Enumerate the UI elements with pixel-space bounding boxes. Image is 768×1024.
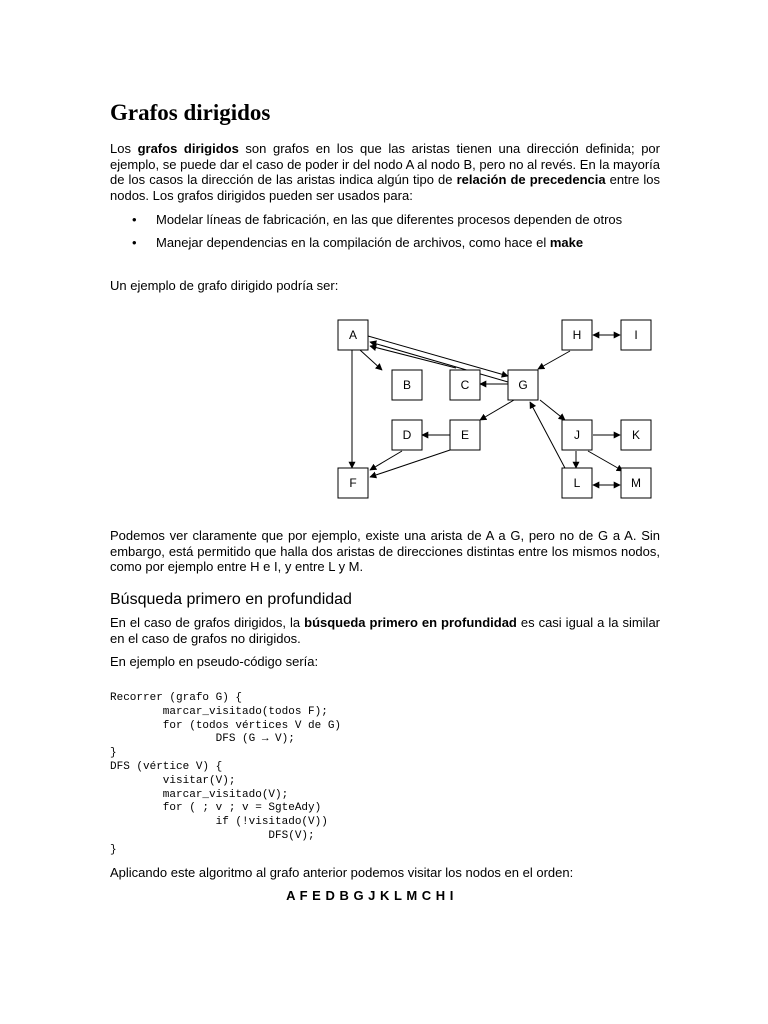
bullet-icon: • (132, 212, 137, 227)
svg-text:A: A (348, 328, 358, 342)
graph-node-a (338, 320, 368, 350)
svg-text:B: B (402, 378, 412, 392)
svg-text:G: G (518, 378, 528, 392)
graph-node-k (621, 420, 651, 450)
intro-text-3: entre los nodos. Los grafos dirigidos pueden ser usados para: (110, 172, 660, 203)
edge-g-a (370, 342, 508, 382)
list-item-text: Manejar dependencias en la compilación de archivos, como hace el (156, 234, 550, 250)
graph-lead: Un ejemplo de grafo dirigido podría ser: (110, 278, 339, 293)
graph-node-e (450, 420, 480, 450)
svg-text:F: F (349, 476, 357, 490)
dfs-intro-text-2: es casi igual a la similar en el caso de grafos no dirigidos. (110, 615, 661, 646)
graph-node-l (562, 468, 592, 498)
svg-text:I: I (634, 328, 638, 342)
svg-text:K: K (631, 428, 641, 442)
graph-node-j (562, 420, 592, 450)
section-subtitle: Búsqueda primero en profundidad (110, 591, 352, 608)
pseudocode-lead: En ejemplo en pseudo-código sería: (110, 654, 319, 669)
list-item (110, 235, 660, 251)
edge-g-j (540, 400, 565, 420)
intro-text-2: son grafos en los que las aristas tienen una dirección definida; por ejemplo, se puede dar el caso de poder ir del nodo A al nodo B, pero no al revés. En la mayoría de los casos la dirección de las aristas indica algún tipo de (110, 141, 660, 187)
graph-node-b (392, 370, 422, 400)
visit-order: A F E D B G J K L M C H I (286, 888, 454, 903)
svg-text:M: M (631, 476, 641, 490)
edge-a-b (360, 350, 382, 370)
intro-text-1: Los (110, 141, 138, 156)
svg-text:L: L (573, 476, 581, 490)
edge-a-g (368, 336, 508, 376)
uses-list (110, 212, 660, 257)
list-item-bold: make (549, 234, 584, 250)
intro-bold-2: relación de precedencia (456, 172, 606, 187)
graph-node-c (450, 370, 480, 400)
intro-paragraph (110, 141, 660, 203)
dfs-intro-bold: búsqueda primero en profundidad (304, 615, 517, 630)
list-item (110, 212, 660, 228)
pseudocode-block: Recorrer (grafo G) { marcar_visitado(todos F); for (todos vértices V de G) DFS (G → V); } DFS (vértice V) { visitar(V); marcar_visitado(V); for ( ; v ; v = SgteAdy) if (!visitado(V)) DFS(V); } (110, 692, 342, 856)
edge-g-e (480, 400, 514, 420)
dfs-intro-text-1: En el caso de grafos dirigidos, la (110, 615, 305, 630)
graph-node-d (392, 420, 422, 450)
apply-paragraph: Aplicando este algoritmo al grafo anterior podemos visitar los nodos en el orden: (110, 865, 574, 880)
graph-node-h (562, 320, 592, 350)
directed-graph-diagram (330, 318, 660, 500)
graph-node-f (338, 468, 368, 498)
edge-l-g (530, 402, 566, 470)
bullet-icon: • (132, 234, 137, 250)
svg-text:J: J (574, 428, 580, 442)
list-item-text: Modelar líneas de fabricación, en las que diferentes procesos dependen de otros (156, 212, 623, 227)
graph-explanation: Podemos ver claramente que por ejemplo, existe una arista de A a G, pero no de G a A. Sin embargo, está permitido que halla dos aristas de direcciones distintas entre los mismos nodos, como por ejemplo entre H e I, y entre L y M. (110, 528, 660, 574)
edge-d-f (370, 451, 402, 470)
svg-text:H: H (572, 328, 582, 342)
edge-h-g (538, 351, 570, 369)
svg-text:D: D (402, 428, 412, 442)
graph-node-i (621, 320, 651, 350)
svg-text:C: C (460, 378, 470, 392)
edge-j-m (588, 451, 623, 471)
dfs-intro-paragraph (110, 615, 660, 646)
page-title: Grafos dirigidos (110, 100, 271, 125)
graph-node-g (508, 370, 538, 400)
graph-node-m (621, 468, 651, 498)
intro-bold-1: grafos dirigidos (137, 141, 239, 156)
svg-text:E: E (460, 428, 470, 442)
